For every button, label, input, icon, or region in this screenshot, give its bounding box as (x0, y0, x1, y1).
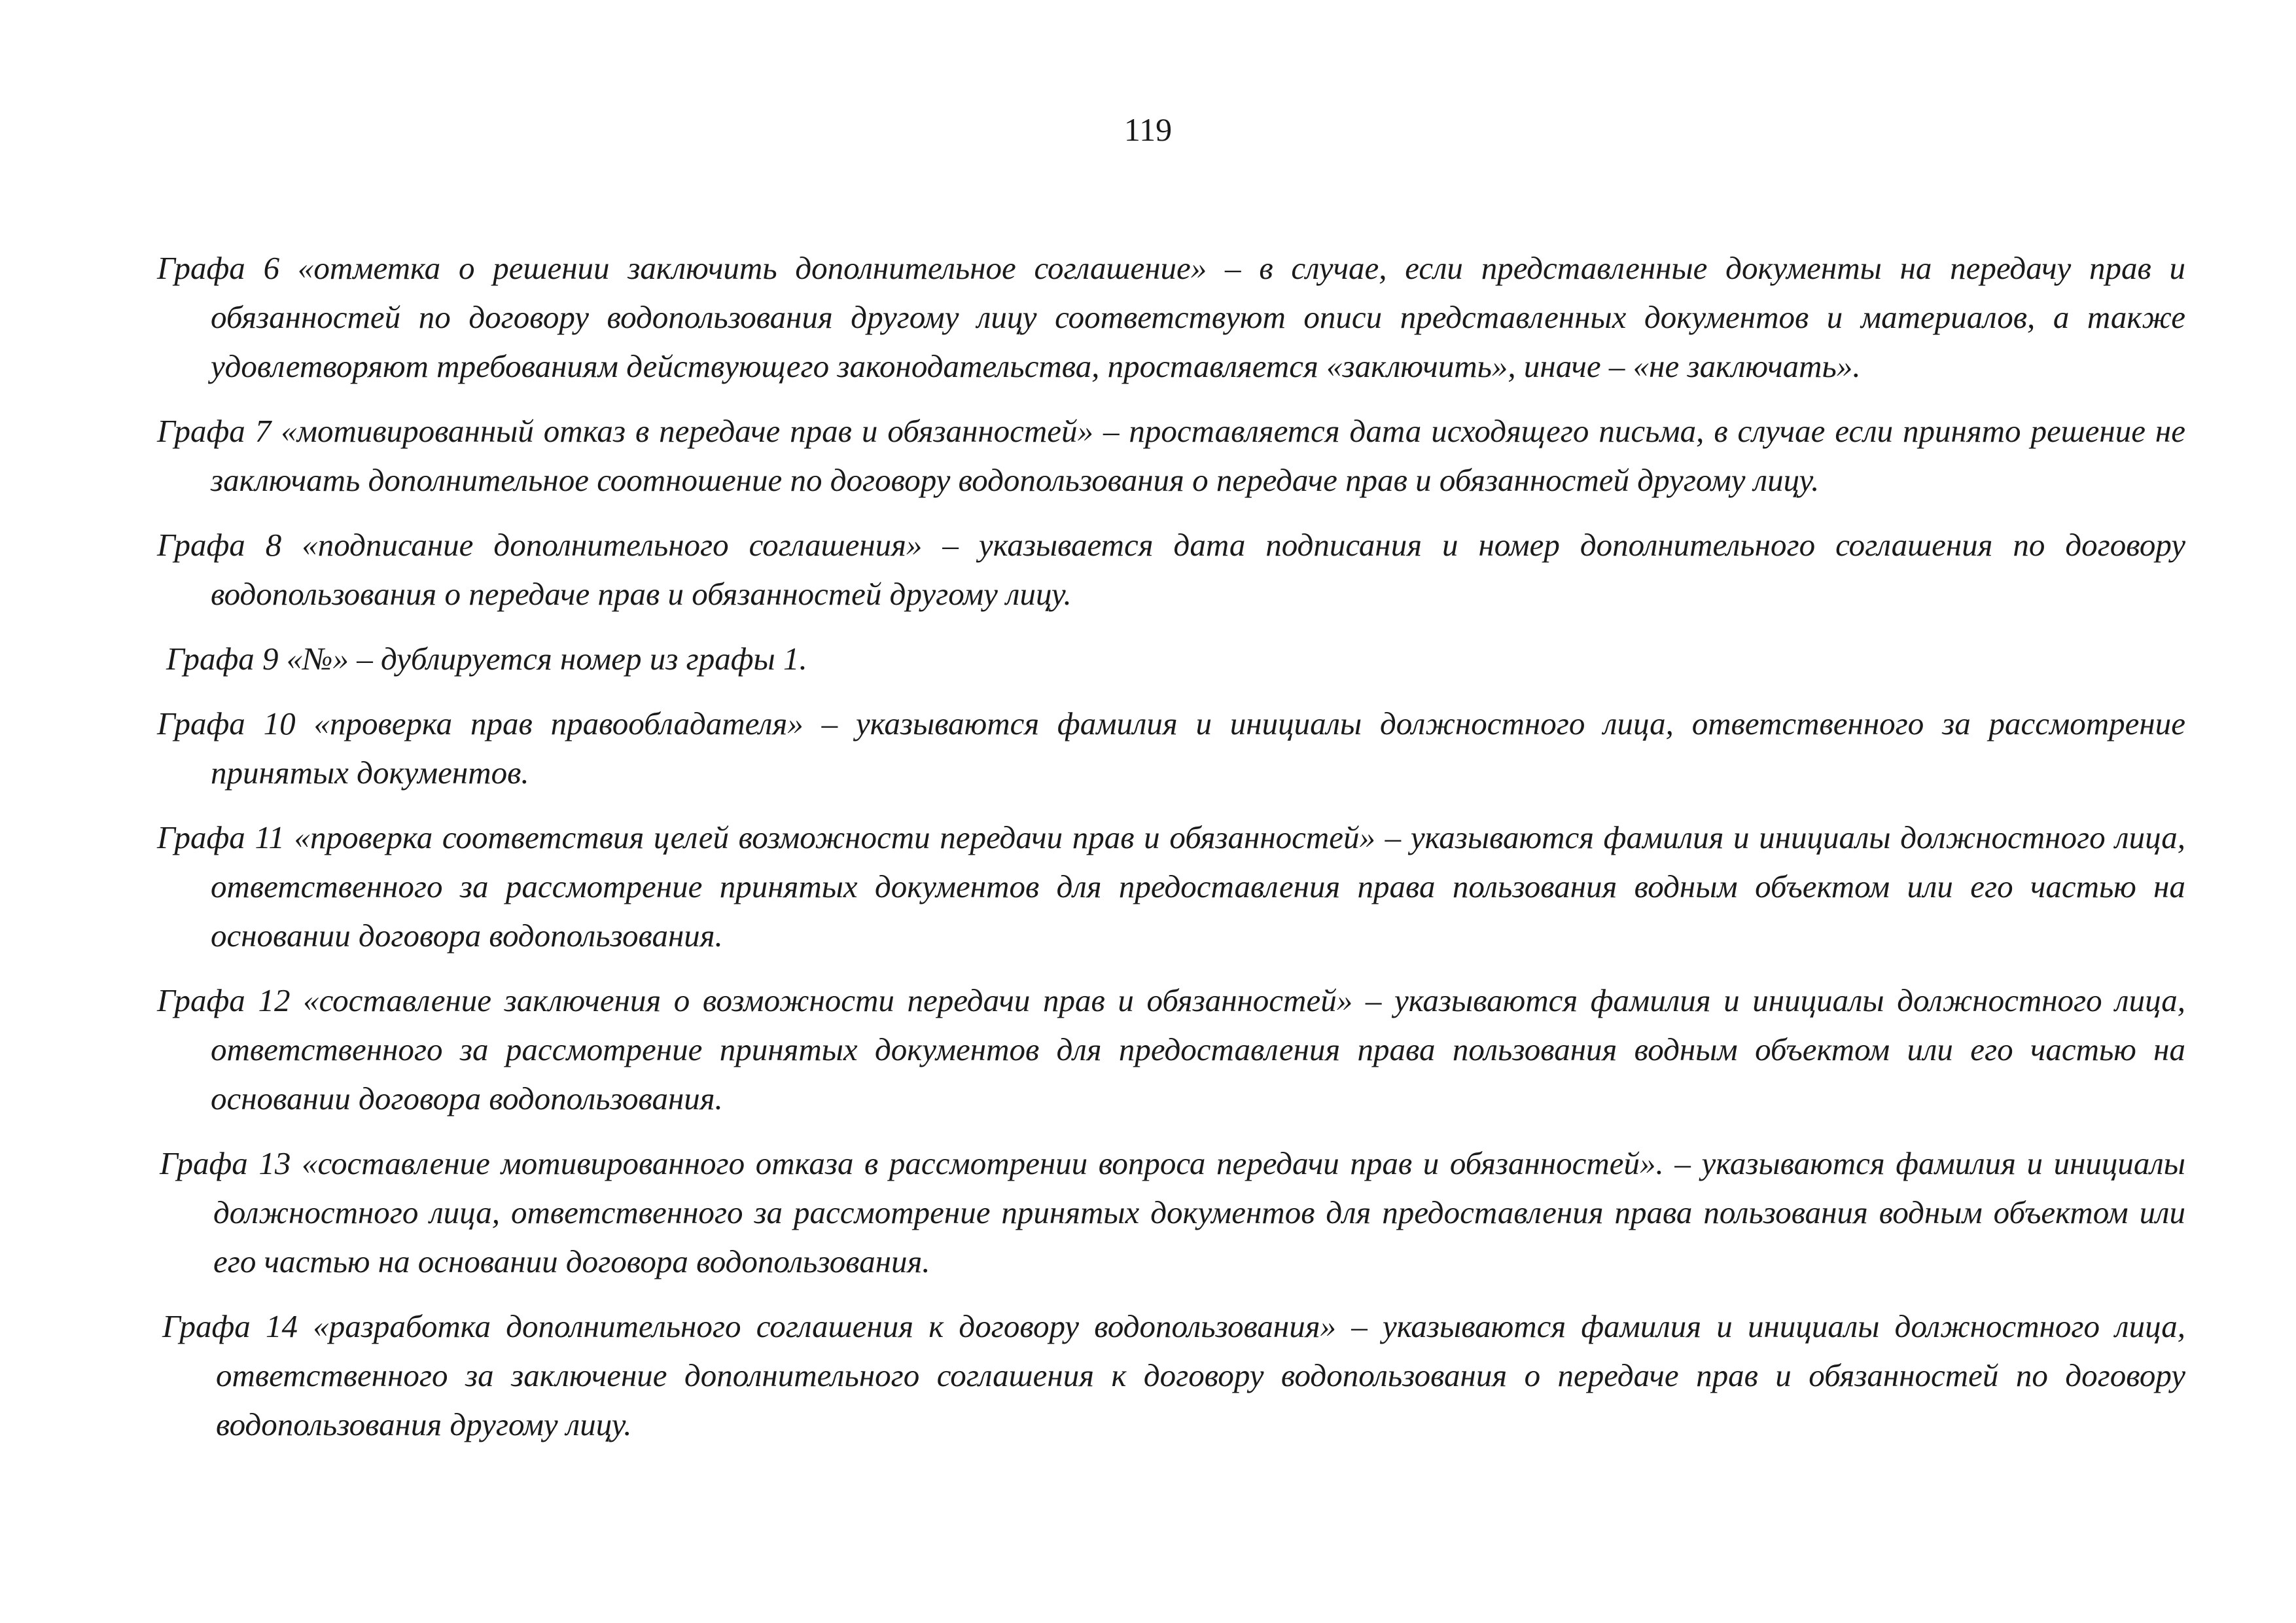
page-number: 119 (1123, 111, 1173, 148)
paragraph-column-12: Графа 12 «составление заключения о возможности передачи прав и обязанностей» – указываются фамилия и инициалы должностного лица, ответственного за рассмотрение принятых документов для предоставления права пользования водным объектом или его частью на основании договора водопользования. (157, 982, 2185, 1116)
paragraph-column-9: Графа 9 «№» – дублируется номер из графы 1. (166, 641, 807, 677)
paragraph-column-10: Графа 10 «проверка прав правообладателя» – указываются фамилия и инициалы должностного лица, ответственного за рассмотрение принятых документов. (157, 705, 2185, 791)
paragraph-column-14: Графа 14 «разработка дополнительного соглашения к договору водопользования» – указываются фамилия и инициалы должностного лица, ответственного за заключение дополнительного соглашения к договору водопользования о передаче прав и обязанностей по договору водопользования другому лицу. (162, 1308, 2185, 1442)
paragraph-column-6: Графа 6 «отметка о решении заключить дополнительное соглашение» – в случае, если представленные документы на передачу прав и обязанностей по договору водопользования другому лицу соответствуют описи представленных документов и материалов, а также удовлетворяют требованиям действующего законодательства, проставляется «заключить», иначе – «не заключать». (157, 250, 2185, 384)
paragraph-column-8: Графа 8 «подписание дополнительного соглашения» – указывается дата подписания и номер дополнительного соглашения по договору водопользования о передаче прав и обязанностей другому лицу. (157, 527, 2185, 612)
document-body (157, 243, 2185, 1465)
paragraph-column-11: Графа 11 «проверка соответствия целей возможности передачи прав и обязанностей» – указываются фамилия и инициалы должностного лица, ответственного за рассмотрение принятых документов для предоставления права пользования водным объектом или его частью на основании договора водопользования. (157, 819, 2185, 954)
paragraph-column-7: Графа 7 «мотивированный отказ в передаче прав и обязанностей» – проставляется дата исходящего письма, в случае если принято решение не заключать дополнительное соотношение по договору водопользования о передаче прав и обязанностей другому лицу. (157, 413, 2185, 498)
paragraph-column-13: Графа 13 «составление мотивированного отказа в рассмотрении вопроса передачи прав и обязанностей». – указываются фамилия и инициалы должностного лица, ответственного за рассмотрение принятых документов для предоставления права пользования водным объектом или его частью на основании договора водопользования. (160, 1145, 2185, 1279)
